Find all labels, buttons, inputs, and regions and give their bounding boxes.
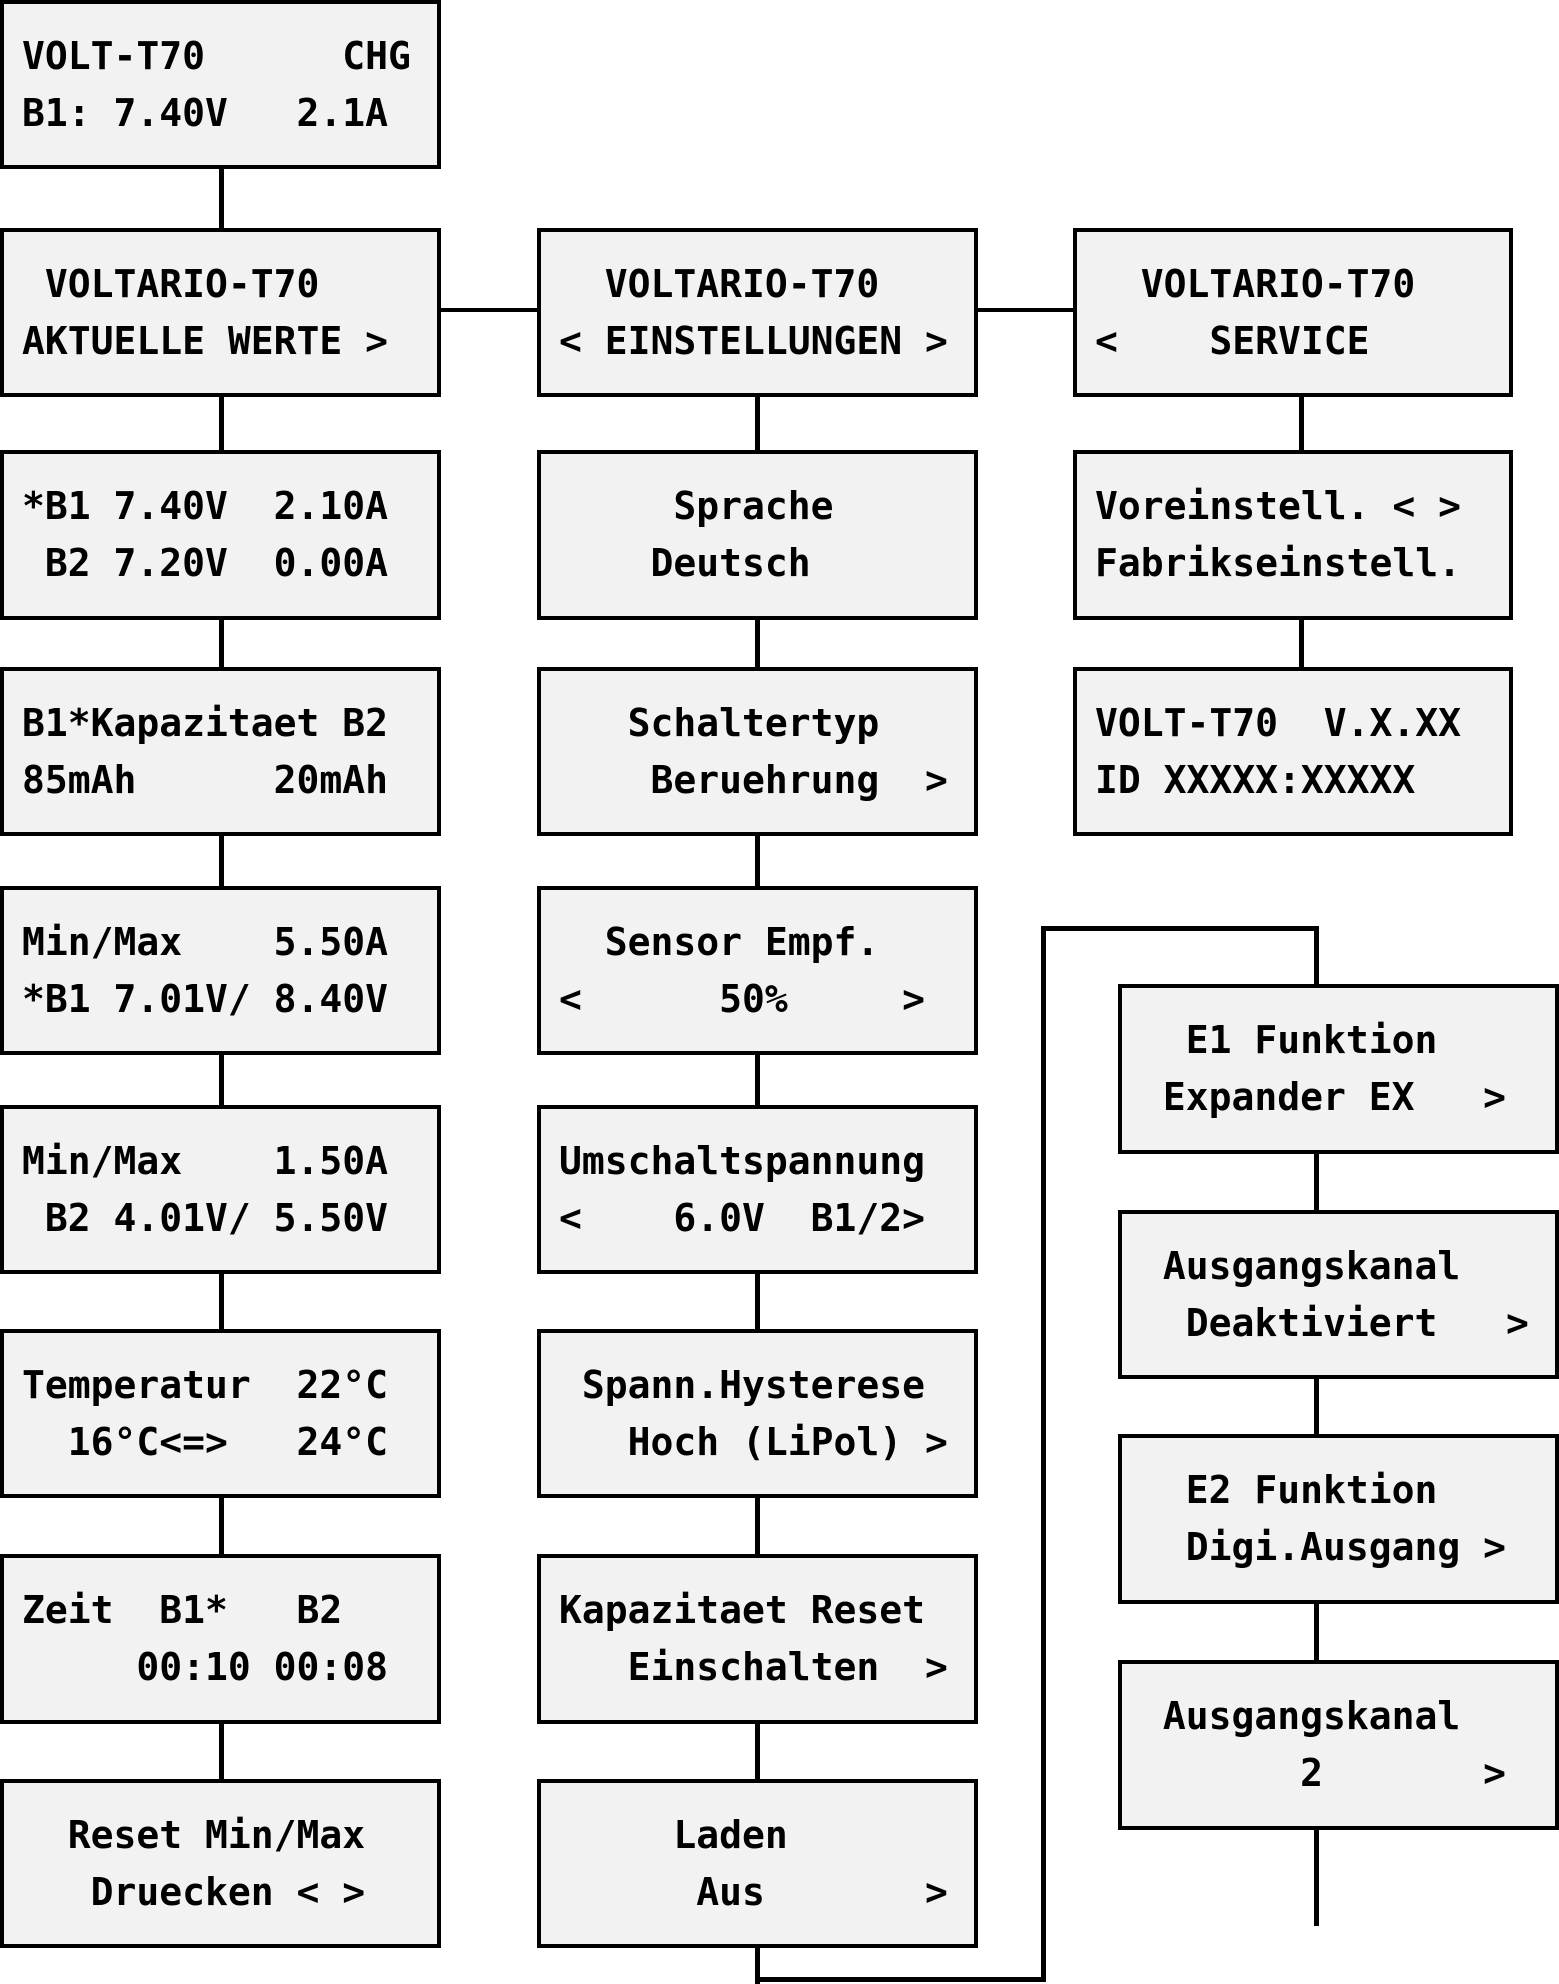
menu-title: VOLTARIO-T70 (559, 261, 880, 306)
screen-line-1: Temperatur 22°C (22, 1362, 389, 1407)
setting-name: E1 Funktion (1140, 1018, 1438, 1062)
screen-line-2: 00:10 00:08 (22, 1645, 389, 1689)
screen-line-2: 85mAh 20mAh (22, 757, 389, 802)
screen-line-2: ID XXXXX:XXXXX (1095, 757, 1416, 802)
screen-line-2: Druecken < > (22, 1869, 366, 1914)
connector (1041, 926, 1318, 931)
screen-line-1: VOLT-T70 V.X.XX (1095, 700, 1462, 745)
setting-value: Hoch (LiPol) > (559, 1419, 948, 1464)
setting-value: Expander EX > (1140, 1075, 1507, 1119)
menu-label: < SERVICE (1095, 318, 1370, 363)
setting-value: Einschalten > (559, 1645, 948, 1689)
setting-name: Laden (559, 1812, 788, 1857)
screen-capacity[interactable] (0, 667, 441, 836)
setting-value: < 6.0V B1/2> (559, 1195, 926, 1240)
connector (977, 308, 1073, 312)
setting-name: Ausgangskanal (1140, 1694, 1461, 1738)
setting-name: Spann.Hysterese (559, 1362, 926, 1407)
menu-label: < EINSTELLUNGEN > (559, 318, 948, 363)
setting-value: Deaktiviert > (1140, 1300, 1529, 1345)
setting-umschaltspannung[interactable] (537, 1105, 978, 1274)
setting-ausgangskanal-2[interactable] (1118, 1660, 1559, 1830)
menu-title: VOLTARIO-T70 (1095, 261, 1416, 306)
setting-laden[interactable] (537, 1779, 978, 1948)
screen-minmax-b2[interactable] (0, 1105, 441, 1274)
setting-kapazitaet-reset[interactable] (537, 1554, 978, 1724)
screen-currents[interactable] (0, 450, 441, 620)
setting-name: Umschaltspannung (559, 1138, 926, 1183)
setting-sensor-empf[interactable] (537, 886, 978, 1055)
setting-value: 2 > (1140, 1751, 1507, 1795)
setting-name: Sensor Empf. (559, 919, 880, 964)
screen-minmax-b1[interactable] (0, 886, 441, 1055)
status-screen (0, 0, 441, 169)
service-version-info (1073, 667, 1513, 836)
setting-name: Kapazitaet Reset (559, 1588, 926, 1632)
setting-name: Schaltertyp (559, 700, 880, 745)
setting-value: Digi.Ausgang > (1140, 1525, 1507, 1569)
screen-line-1: Voreinstell. < > (1095, 484, 1462, 528)
setting-value: Beruehrung > (559, 757, 948, 802)
menu-label: AKTUELLE WERTE > (22, 318, 389, 363)
status-line-1: VOLT-T70 CHG (22, 33, 411, 78)
screen-line-2: Fabrikseinstell. (1095, 541, 1462, 585)
connector (1041, 926, 1046, 1982)
screen-line-1: Zeit B1* B2 (22, 1588, 343, 1632)
setting-value: Deutsch (559, 541, 811, 585)
menu-service[interactable] (1073, 228, 1513, 397)
screen-line-2: 16°C<=> 24°C (22, 1419, 389, 1464)
status-line-2: B1: 7.40V 2.1A (22, 90, 389, 135)
setting-spann-hysterese[interactable] (537, 1329, 978, 1498)
service-factory-reset[interactable] (1073, 450, 1513, 620)
setting-schaltertyp[interactable] (537, 667, 978, 836)
setting-value: Aus > (559, 1869, 948, 1914)
screen-temperature[interactable] (0, 1329, 441, 1498)
screen-line-2: *B1 7.01V/ 8.40V (22, 976, 389, 1021)
connector (755, 1977, 1046, 1982)
setting-sprache[interactable] (537, 450, 978, 620)
setting-ausgangskanal-1[interactable] (1118, 1210, 1559, 1379)
setting-name: E2 Funktion (1140, 1468, 1438, 1512)
setting-name: Sprache (559, 484, 834, 528)
screen-line-1: B1*Kapazitaet B2 (22, 700, 389, 745)
connector (219, 168, 224, 228)
setting-name: Ausgangskanal (1140, 1243, 1461, 1288)
screen-line-1: Min/Max 1.50A (22, 1138, 389, 1183)
setting-e1-funktion[interactable] (1118, 984, 1559, 1154)
connector (440, 308, 537, 312)
menu-title: VOLTARIO-T70 (22, 261, 320, 306)
setting-value: < 50% > (559, 976, 926, 1021)
screen-line-2: B2 4.01V/ 5.50V (22, 1195, 389, 1240)
menu-aktuelle-werte[interactable] (0, 228, 441, 397)
screen-line-1: Reset Min/Max (22, 1812, 366, 1857)
menu-einstellungen[interactable] (537, 228, 978, 397)
screen-line-2: B2 7.20V 0.00A (22, 541, 389, 585)
screen-time[interactable] (0, 1554, 441, 1724)
screen-line-1: *B1 7.40V 2.10A (22, 484, 389, 528)
setting-e2-funktion[interactable] (1118, 1434, 1559, 1604)
screen-reset-minmax[interactable] (0, 1779, 441, 1948)
screen-line-1: Min/Max 5.50A (22, 919, 389, 964)
